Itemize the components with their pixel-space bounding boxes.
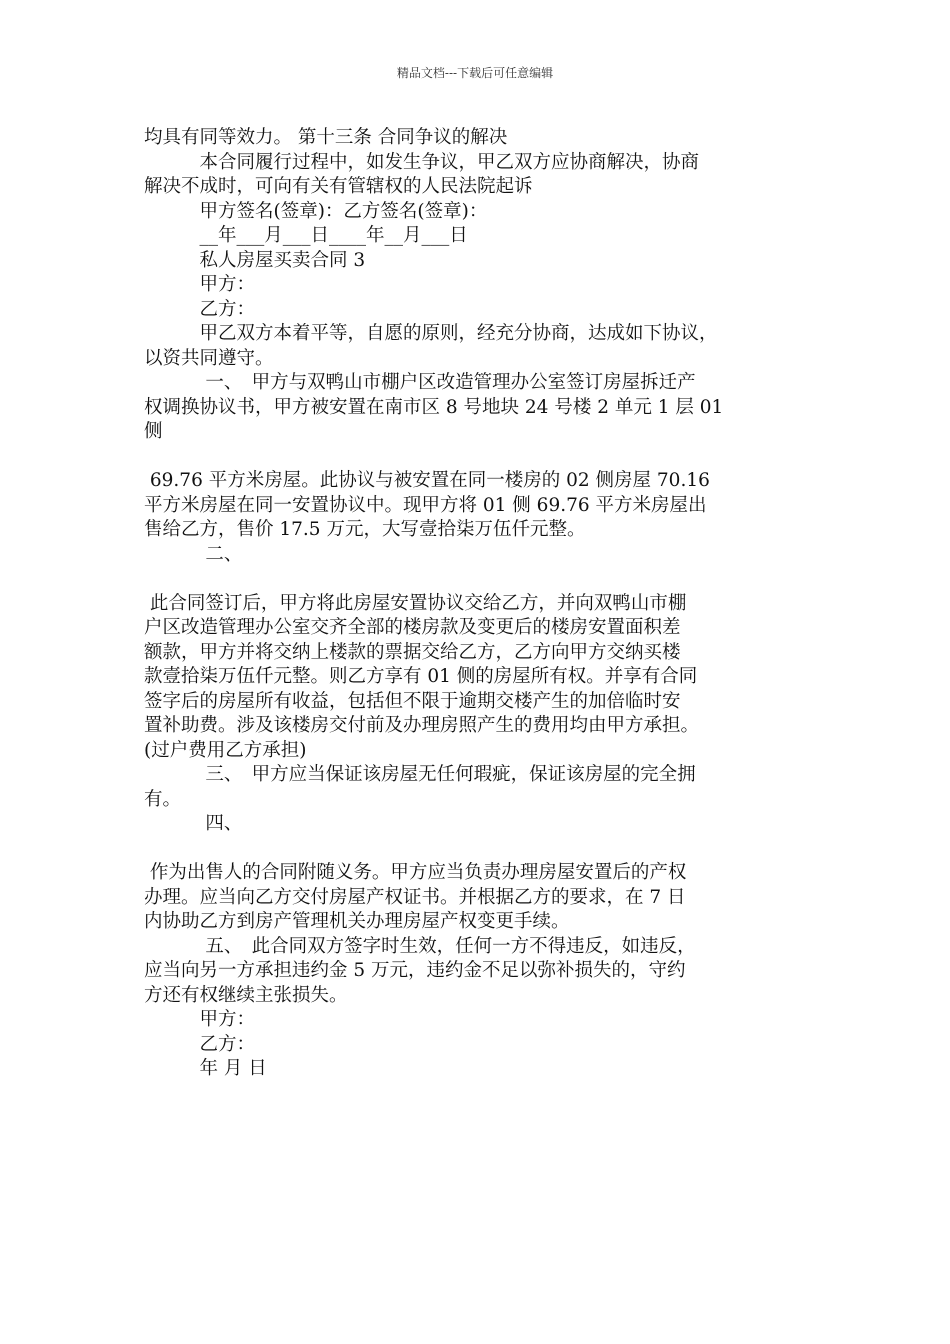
- text-line: 乙方：: [144, 1033, 256, 1055]
- text-line: 应当向另一方承担违约金 5 万元，违约金不足以弥补损失的，守约: [144, 960, 686, 981]
- blank-line: [144, 445, 816, 470]
- text-line: 二、: [144, 543, 243, 565]
- text-line: 签字后的房屋所有收益，包括但不限于逾期交楼产生的加倍临时安: [144, 690, 681, 712]
- text-line: 平方米房屋在同一安置协议中。现甲方将 01 侧 69.76 平方米房屋出: [144, 494, 707, 516]
- text-line: 四、: [144, 813, 243, 834]
- text-line: 一、 甲方与双鸭山市棚户区改造管理办公室签订房屋拆迁产: [144, 372, 696, 393]
- text-line: 甲方签名(签章)：乙方签名(签章)：: [144, 200, 488, 222]
- text-line: 作为出售人的合同附随义务。甲方应当负责办理房屋安置后的产权: [144, 862, 687, 883]
- text-line: 额款，甲方并将交纳上楼款的票据交给乙方，乙方向甲方交纳买楼: [144, 641, 681, 663]
- text-line: 五、 此合同双方签字时生效，任何一方不得违反，如违反，: [144, 935, 696, 957]
- text-line: 本合同履行过程中，如发生争议，甲乙双方应协商解决，协商: [144, 151, 700, 173]
- text-line: 以资共同遵守。: [144, 347, 274, 369]
- text-line: 置补助费。涉及该楼房交付前及办理房照产生的费用均由甲方承担。: [144, 715, 700, 736]
- text-line: 侧: [144, 421, 163, 442]
- text-line: 有。: [144, 788, 182, 810]
- text-line: 三、 甲方应当保证该房屋无任何瑕疵，保证该房屋的完全拥: [144, 764, 696, 785]
- text-line: (过户费用乙方承担): [144, 739, 307, 761]
- text-line: 乙方：: [144, 298, 256, 320]
- text-line: 私人房屋买卖合同 3: [144, 249, 366, 271]
- text-line: 甲乙双方本着平等，自愿的原则，经充分协商，达成如下协议，: [144, 323, 718, 344]
- text-line: 解决不成时，可向有关有管辖权的人民法院起诉: [144, 176, 533, 197]
- text-line: 款壹拾柒万伍仟元整。则乙方享有 01 侧的房屋所有权。并享有合同: [144, 666, 698, 687]
- text-line: 户区改造管理办公室交齐全部的楼房款及变更后的楼房安置面积差: [144, 617, 681, 638]
- text-line: 均具有同等效力。 第十三条 合同争议的解决: [144, 127, 508, 148]
- text-line: 年 月 日: [144, 1058, 267, 1079]
- text-line: 甲方：: [144, 1009, 256, 1030]
- blank-line: [144, 567, 816, 592]
- text-line: 权调换协议书，甲方被安置在南市区 8 号地块 24 号楼 2 单元 1 层 01: [144, 396, 724, 418]
- text-line: 办理。应当向乙方交付房屋产权证书。并根据乙方的要求，在 7 日: [144, 886, 686, 908]
- text-line: 此合同签订后，甲方将此房屋安置协议交给乙方，并向双鸭山市棚: [144, 592, 687, 614]
- text-line: 69.76 平方米房屋。此协议与被安置在同一楼房的 02 侧房屋 70.16: [144, 470, 710, 491]
- text-line: 售给乙方，售价 17.5 万元，大写壹拾柒万伍仟元整。: [144, 519, 586, 540]
- blank-line: [144, 837, 816, 862]
- text-line: 甲方：: [144, 274, 256, 295]
- text-line: __年___月___日____年__月___日: [144, 225, 468, 246]
- page-header: 精品文档---下载后可任意编辑: [396, 66, 554, 80]
- text-line: 内协助乙方到房产管理机关办理房屋产权变更手续。: [144, 911, 570, 932]
- document-body: [144, 126, 816, 1082]
- text-line: 方还有权继续主张损失。: [144, 984, 348, 1006]
